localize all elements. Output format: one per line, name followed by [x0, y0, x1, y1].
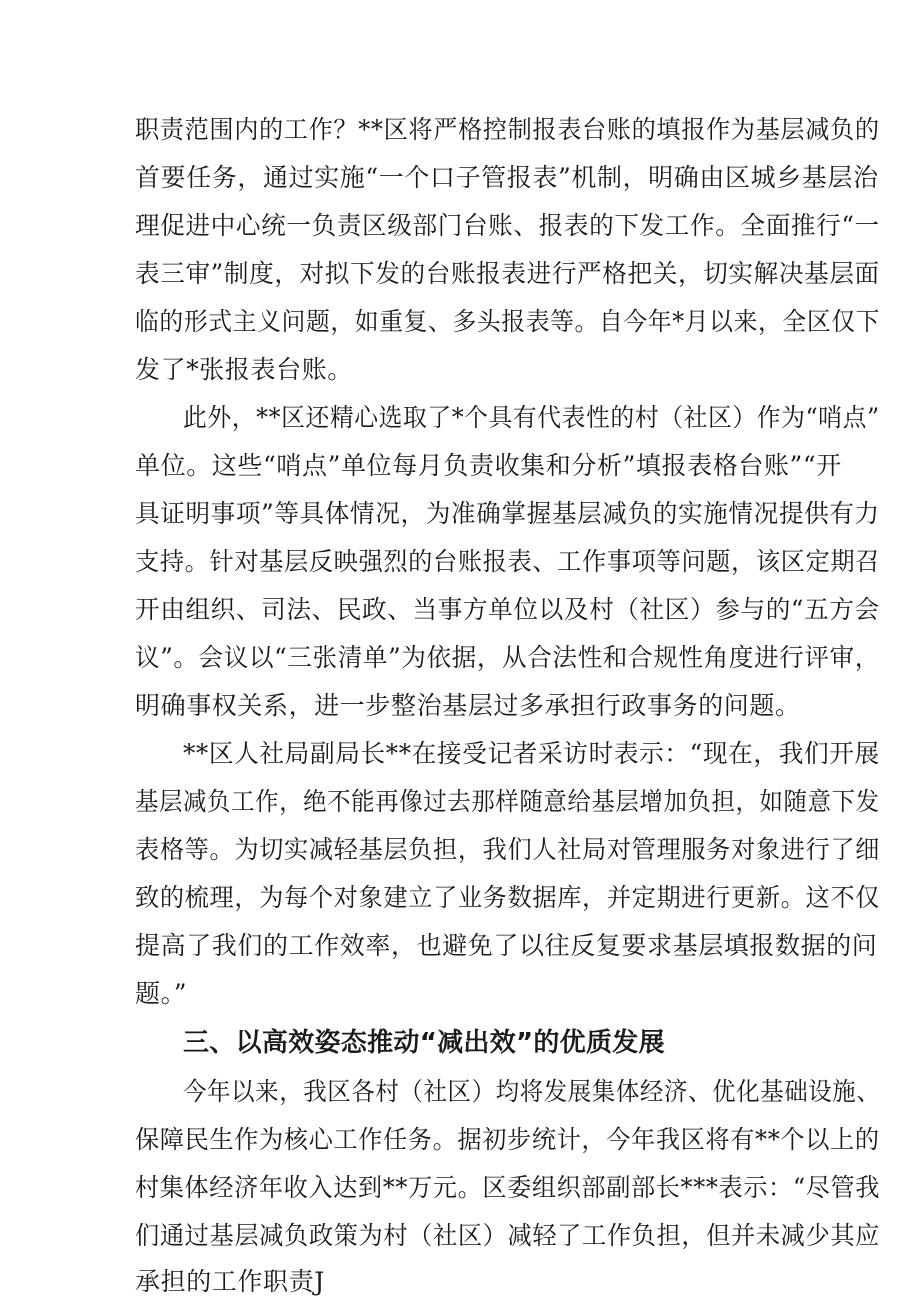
text-line: 临的形式主义问题，如重复、多头报表等。自今年*月以来，全区仅下: [135, 307, 881, 336]
text-line: 承担的工作职责J: [135, 1267, 325, 1296]
text-line: 明确事权关系，进一步整治基层过多承担行政事务的问题。: [135, 691, 801, 720]
text-line: 具证明事项”等具体情况，为准确掌握基层减负的实施情况提供有力: [135, 499, 880, 528]
text-line: 首要任务，通过实施“一个口子管报表”机制，明确由区城乡基层治: [135, 163, 879, 192]
text-line: 开由组织、司法、民政、当事方单位以及村（社区）参与的“五方会: [135, 595, 880, 624]
text-line: 题。”: [135, 979, 188, 1008]
text-line: 支持。针对基层反映强烈的台账报表、工作事项等问题，该区定期召: [135, 547, 881, 576]
text-line: 今年以来，我区各村（社区）均将发展集体经济、优化基础设施、: [183, 1077, 881, 1106]
text-line: **区人社局副局长**在接受记者采访时表示：“现在，我们开展: [183, 739, 880, 768]
text-line: 保障民生作为核心工作任务。据初步统计，今年我区将有**个以上的: [135, 1125, 880, 1154]
text-line: 单位。这些“哨点”单位每月负责收集和分析”填报表格台账”“开: [135, 451, 842, 480]
section-heading: 三、以高效姿态推动“减出效”的优质发展: [183, 1028, 665, 1058]
text-line: 表三审”制度，对拟下发的台账报表进行严格把关，切实解决基层面: [135, 259, 880, 288]
text-line: 发了*张报表台账。: [135, 355, 353, 384]
text-line: 致的梳理，为每个对象建立了业务数据库，并定期进行更新。这不仅: [135, 883, 881, 912]
text-line: 议”。会议以“三张清单”为依据，从合法性和合规性角度进行评审，: [135, 643, 880, 672]
text-line: 们通过基层减负政策为村（社区）减轻了工作负担，但并未减少其应: [135, 1221, 881, 1250]
text-line: 基层减负工作，绝不能再像过去那样随意给基层增加负担，如随意下发: [135, 787, 880, 816]
text-line: 表格等。为切实减轻基层负担，我们人社局对管理服务对象进行了细: [135, 835, 881, 864]
text-line: 职责范围内的工作？**区将严格控制报表台账的填报作为基层减负的: [135, 115, 880, 144]
text-line: 村集体经济年收入达到**万元。区委组织部副部长***表示：“尽管我: [135, 1173, 881, 1202]
text-line: 理促进中心统一负责区级部门台账、报表的下发工作。全面推行“一: [135, 211, 880, 240]
text-line: 提高了我们的工作效率，也避免了以往反复要求基层填报数据的问: [135, 931, 878, 960]
text-line: 此外，**区还精心选取了*个具有代表性的村（社区）作为“哨点”: [183, 403, 880, 432]
